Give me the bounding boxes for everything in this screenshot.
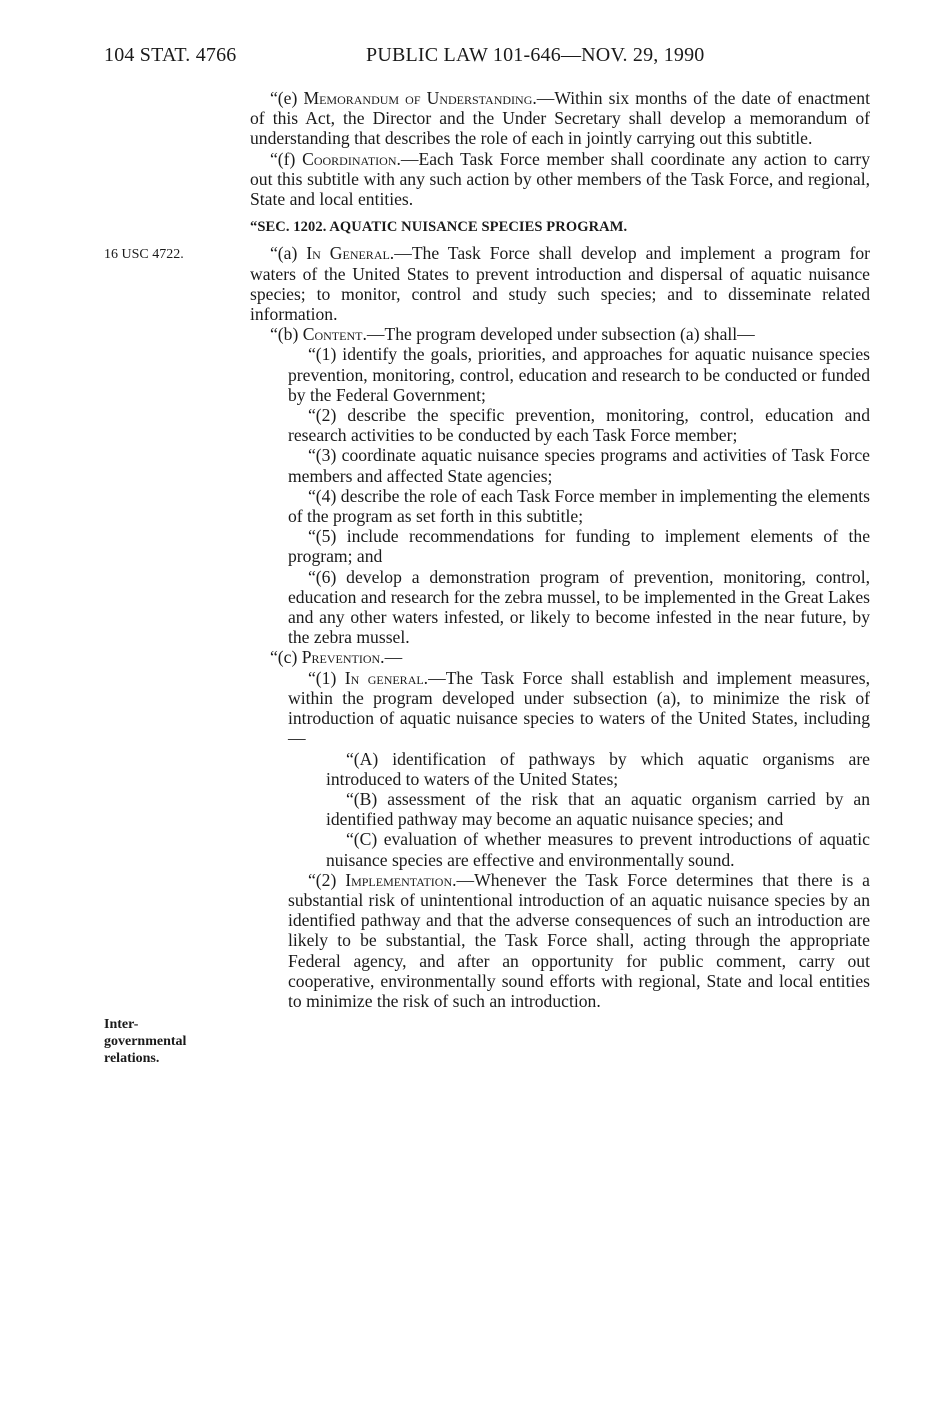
paragraph-label: “(2) xyxy=(308,869,346,890)
margin-note-intergovernmental xyxy=(104,1016,244,1067)
subsection-heading: Content. xyxy=(302,324,367,345)
subsection-b xyxy=(250,324,870,344)
subsection-heading: Coordination. xyxy=(302,148,401,169)
subsection-heading: Prevention. xyxy=(301,647,385,668)
subsection-text: —The program developed under subsection (a) shall— xyxy=(366,324,755,345)
paragraph-c2 xyxy=(250,870,870,1011)
subsection-f xyxy=(250,149,870,210)
section-heading: “SEC. 1202. AQUATIC NUISANCE SPECIES PROGRAM. xyxy=(250,219,628,236)
paragraph-label: “(1) xyxy=(308,667,345,688)
subsection-text: —The Task Force shall develop and implement a program for waters of the United States to prevent introduction and dispersal of aquatic nuisance species; to monitor, control and study such species; and to disseminate related information. xyxy=(250,243,870,325)
subsection-text: —Each Task Force member shall coordinate any action to carry out this subtitle with any such action by other members of the Task Force, and regional, State and local entities. xyxy=(250,148,870,210)
paragraph-b4: “(4) describe the role of each Task Force member in implementing the elements of the program as set forth in this subtitle; xyxy=(288,485,870,527)
subsection-heading: In General. xyxy=(306,243,395,264)
subsection-heading: Memorandum of Understanding. xyxy=(303,88,537,108)
subparagraph-cA: “(A) identification of pathways by which aquatic organisms are introduced to waters of the United States; xyxy=(326,748,870,789)
margin-note-line: governmental xyxy=(104,1034,187,1049)
margin-note-line: relations. xyxy=(104,1051,160,1066)
public-law-citation: PUBLIC LAW 101-646—NOV. 29, 1990 xyxy=(366,44,705,66)
paragraph-heading: Implementation. xyxy=(345,869,457,890)
paragraph-b6: “(6) develop a demonstration program of prevention, monitoring, control, education and research for the zebra mussel, to be implemented in the Great Lakes and any other waters infested, or likely to become infested in the near future, by the zebra mussel. xyxy=(288,566,870,648)
subsection-label: “(a) xyxy=(270,243,307,264)
paragraph-b2: “(2) describe the specific prevention, monitoring, control, education and research activities to be conducted by each Task Force member; xyxy=(288,405,870,446)
paragraph-b1: “(1) identify the goals, priorities, and approaches for aquatic nuisance species prevention, monitoring, control, education and research to be conducted or funded by the Federal Government; xyxy=(288,344,870,405)
paragraph-b3: “(3) coordinate aquatic nuisance species programs and activities of Task Force members and affected State agencies; xyxy=(288,445,870,486)
paragraph-b5: “(5) include recommendations for funding to implement elements of the program; and xyxy=(288,526,870,567)
subsection-dash: — xyxy=(384,647,403,668)
subsection-text: —Within six months of the date of enactment of this Act, the Director and the Under Secretary shall develop a memorandum of understanding that describes the role of each in jointly carrying out this subtitle. xyxy=(250,88,870,149)
subsection-e xyxy=(250,88,870,149)
subsection-a xyxy=(250,243,870,324)
subsection-label: “(c) xyxy=(270,647,302,668)
subsection-c xyxy=(250,647,870,667)
paragraph-c1 xyxy=(250,668,870,749)
margin-note-usc: 16 USC 4722. xyxy=(104,247,184,262)
statute-page-number: 104 STAT. 4766 xyxy=(104,44,237,66)
paragraph-heading: In general. xyxy=(344,667,429,688)
margin-note-line: Inter- xyxy=(104,1017,139,1032)
subparagraph-cB: “(B) assessment of the risk that an aquatic organism carried by an identified pathway may become an aquatic nuisance species; and xyxy=(326,788,870,830)
subsection-label: “(b) xyxy=(270,324,303,345)
subsection-label: “(e) xyxy=(270,88,304,108)
paragraph-text: —Whenever the Task Force determines that there is a substantial risk of unintentional introduction of an aquatic nuisance species by an identified pathway and that the adverse consequences of such an introduction are likely to be substantial, the Task Force shall, acting through the appropriate Federal agency, and after an opportunity for public comment, carry out cooperative, environmentally sound efforts with regional, State and local entities to minimize the risk of such an introduction. xyxy=(288,869,870,1011)
statute-body xyxy=(250,88,870,1011)
subparagraph-cC: “(C) evaluation of whether measures to prevent introductions of aquatic nuisance species are effective and environmentally sound. xyxy=(326,829,870,870)
paragraph-text: —The Task Force shall establish and implement measures, within the program developed under subsection (a), to minimize the risk of introduction of aquatic nuisance species to waters of the United States, including— xyxy=(288,667,870,749)
subsection-label: “(f) xyxy=(270,148,303,169)
